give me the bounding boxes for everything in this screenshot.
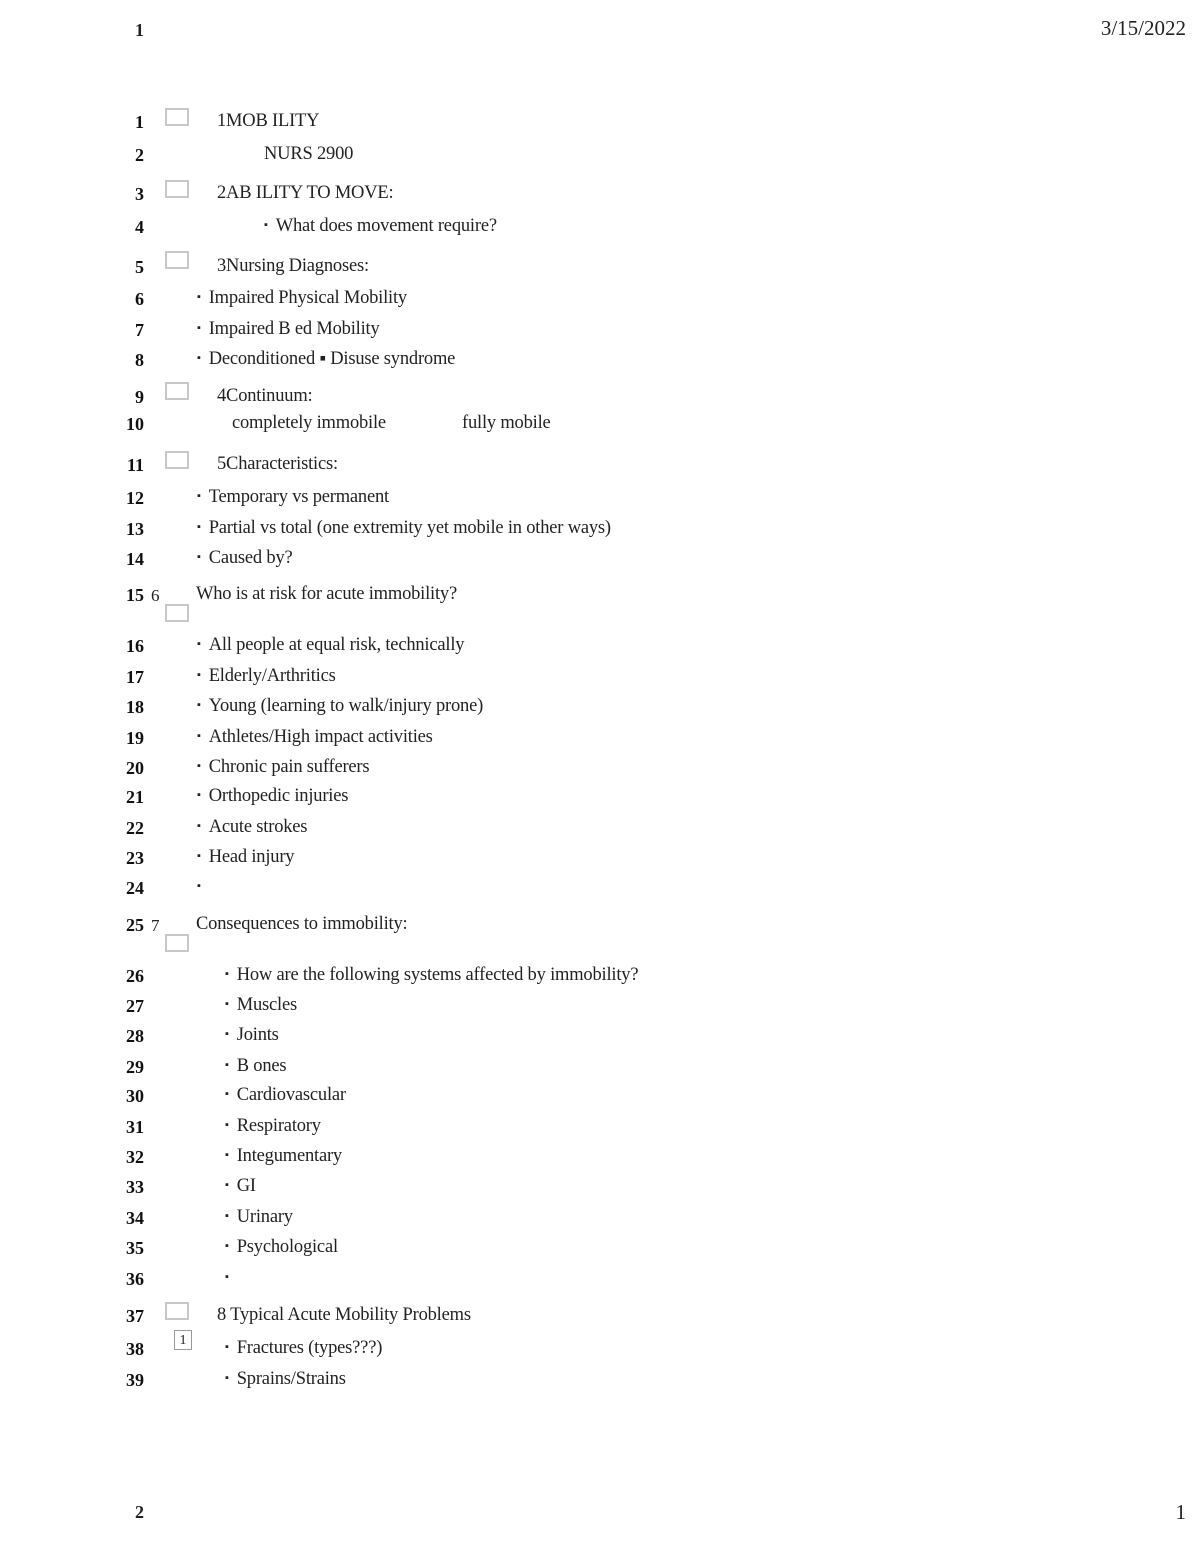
bullet-item: ▪ Deconditioned ▪ Disuse syndrome <box>197 349 455 370</box>
bullet-item: ▪ Psychological <box>225 1237 338 1258</box>
bullet-item: ▪ Cardiovascular <box>225 1085 346 1106</box>
bullet-item-empty <box>197 877 209 898</box>
line-number: 7 <box>135 320 144 340</box>
bullet-item: ▪ Acute strokes <box>197 817 307 838</box>
line-number: 28 <box>126 1026 144 1046</box>
slide-index: 6 <box>151 586 160 605</box>
bullet-item: ▪ Caused by? <box>197 548 293 569</box>
line-number: 19 <box>126 728 144 748</box>
line-number: 20 <box>126 758 144 778</box>
line-number: 8 <box>135 350 144 370</box>
continuum-left: completely immobile <box>232 413 386 433</box>
line-number: 14 <box>126 549 144 569</box>
line-number: 16 <box>126 636 144 656</box>
bullet-item: ▪ Muscles <box>225 995 297 1016</box>
bullet-item: ▪ Joints <box>225 1025 279 1046</box>
line-number: 30 <box>126 1086 144 1106</box>
line-number: 25 <box>126 915 144 935</box>
slide-thumbnail-icon <box>165 382 189 400</box>
bullet-item: ▪ Chronic pain sufferers <box>197 757 369 778</box>
slide-thumbnail-icon <box>165 604 189 622</box>
line-number: 15 <box>126 585 144 605</box>
line-number: 36 <box>126 1269 144 1289</box>
line-number: 22 <box>126 818 144 838</box>
slide-title: 4Continuum: <box>217 386 313 406</box>
line-number: 1 <box>135 112 144 132</box>
page-footer-number: 2 <box>135 1502 144 1522</box>
line-number: 13 <box>126 519 144 539</box>
line-number: 24 <box>126 878 144 898</box>
bullet-item: ▪ Young (learning to walk/injury prone) <box>197 696 483 717</box>
line-number: 11 <box>126 455 144 475</box>
line-number: 4 <box>135 217 144 237</box>
line-number: 38 <box>126 1339 144 1359</box>
line-number: 10 <box>126 414 144 434</box>
slide-thumbnail-icon <box>165 108 189 126</box>
slide-title: 3Nursing Diagnoses: <box>217 256 369 276</box>
slide-title: 5Characteristics: <box>217 454 338 474</box>
line-number: 31 <box>126 1117 144 1137</box>
line-number: 23 <box>126 848 144 868</box>
line-number: 5 <box>135 257 144 277</box>
slide-thumbnail-icon <box>165 451 189 469</box>
bullet-item: ▪ Urinary <box>225 1207 293 1228</box>
bullet-item: ▪ What does movement require? <box>264 216 497 237</box>
slide-thumbnail-icon <box>165 251 189 269</box>
line-number: 29 <box>126 1057 144 1077</box>
page-footer-index: 1 <box>1175 1500 1186 1524</box>
line-number: 2 <box>135 145 144 165</box>
bullet-item: ▪ GI <box>225 1176 256 1197</box>
slide-title: 2AB ILITY TO MOVE: <box>217 183 394 203</box>
line-number: 27 <box>126 996 144 1016</box>
note-tag: 1 <box>174 1330 192 1350</box>
line-number: 33 <box>126 1177 144 1197</box>
line-number: 39 <box>126 1370 144 1390</box>
slide-title: 1MOB ILITY <box>217 111 320 131</box>
slide-title: Consequences to immobility: <box>196 914 408 934</box>
bullet-item: ▪ B ones <box>225 1056 286 1077</box>
bullet-item: ▪ Fractures (types???) <box>225 1338 382 1359</box>
bullet-item: ▪ How are the following systems affected by immobility? <box>225 965 638 986</box>
line-number: 37 <box>126 1306 144 1326</box>
slide-thumbnail-icon <box>165 180 189 198</box>
line-number: 32 <box>126 1147 144 1167</box>
slide-title: Who is at risk for acute immobility? <box>196 584 457 604</box>
bullet-item: ▪ All people at equal risk, technically <box>197 635 464 656</box>
slide-subtitle: NURS 2900 <box>264 144 354 164</box>
bullet-item: ▪ Temporary vs permanent <box>197 487 389 508</box>
bullet-item: ▪ Orthopedic injuries <box>197 786 348 807</box>
line-number: 9 <box>135 387 144 407</box>
bullet-item: ▪ Integumentary <box>225 1146 342 1167</box>
line-number: 17 <box>126 667 144 687</box>
bullet-item: ▪ Respiratory <box>225 1116 321 1137</box>
slide-index: 7 <box>151 916 160 935</box>
line-number: 34 <box>126 1208 144 1228</box>
page-header-number: 1 <box>135 20 144 40</box>
continuum-right: fully mobile <box>462 413 551 433</box>
slide-thumbnail-icon <box>165 1302 189 1320</box>
bullet-item: ▪ Partial vs total (one extremity yet mobile in other ways) <box>197 518 611 539</box>
bullet-item: ▪ Impaired B ed Mobility <box>197 319 380 340</box>
line-number: 12 <box>126 488 144 508</box>
line-number: 18 <box>126 697 144 717</box>
bullet-item-empty <box>225 1268 237 1289</box>
bullet-item: ▪ Athletes/High impact activities <box>197 727 433 748</box>
line-number: 26 <box>126 966 144 986</box>
slide-title: 8 Typical Acute Mobility Problems <box>217 1305 471 1325</box>
bullet-item: ▪ Elderly/Arthritics <box>197 666 336 687</box>
bullet-item: ▪ Impaired Physical Mobility <box>197 288 407 309</box>
line-number: 21 <box>126 787 144 807</box>
bullet-item: ▪ Sprains/Strains <box>225 1369 346 1390</box>
line-number: 3 <box>135 184 144 204</box>
bullet-item: ▪ Head injury <box>197 847 294 868</box>
page-header-date: 3/15/2022 <box>1100 16 1186 40</box>
slide-thumbnail-icon <box>165 934 189 952</box>
line-number: 6 <box>135 289 144 309</box>
line-number: 35 <box>126 1238 144 1258</box>
